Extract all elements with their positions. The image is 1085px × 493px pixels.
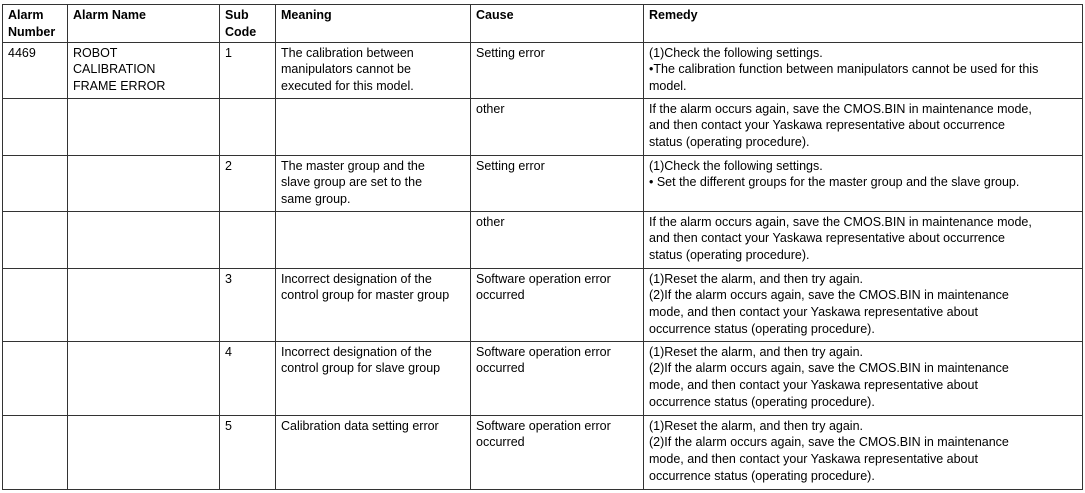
header-meaning: Meaning	[276, 5, 471, 43]
cell-sub-code	[220, 211, 276, 268]
cell-alarm-name	[68, 415, 220, 489]
table-row	[3, 415, 1083, 489]
cell-sub-code: 4	[220, 341, 276, 415]
table-row	[3, 98, 1083, 155]
cell-cause: Software operation error occurred	[471, 341, 644, 415]
cell-alarm-name	[68, 268, 220, 341]
cell-remedy: (1)Reset the alarm, and then try again. (2)If the alarm occurs again, save the CMOS.BIN in maintenance mode, and then contact your Yaskawa representative about occurrence status (operating procedure).	[644, 415, 1083, 489]
cell-remedy: If the alarm occurs again, save the CMOS.BIN in maintenance mode, and then contact your Yaskawa representative about occurrence status (operating procedure).	[644, 211, 1083, 268]
cell-alarm-number	[3, 211, 68, 268]
cell-sub-code	[220, 98, 276, 155]
table-row	[3, 155, 1083, 211]
cell-sub-code: 1	[220, 42, 276, 98]
cell-alarm-number	[3, 341, 68, 415]
cell-alarm-name	[68, 211, 220, 268]
cell-cause: Software operation error occurred	[471, 268, 644, 341]
cell-cause: Setting error	[471, 42, 644, 98]
alarm-table	[2, 4, 1083, 490]
cell-alarm-name	[68, 155, 220, 211]
cell-remedy: (1)Check the following settings. •The calibration function between manipulators cannot be used for this model.	[644, 42, 1083, 98]
header-alarm-number: Alarm Number	[3, 5, 68, 43]
cell-sub-code: 3	[220, 268, 276, 341]
cell-cause: other	[471, 211, 644, 268]
cell-meaning: Calibration data setting error	[276, 415, 471, 489]
cell-remedy: (1)Reset the alarm, and then try again. (2)If the alarm occurs again, save the CMOS.BIN in maintenance mode, and then contact your Yaskawa representative about occurrence status (operating procedure).	[644, 268, 1083, 341]
cell-meaning: The master group and the slave group are set to the same group.	[276, 155, 471, 211]
cell-remedy: If the alarm occurs again, save the CMOS.BIN in maintenance mode, and then contact your Yaskawa representative about occurrence status (operating procedure).	[644, 98, 1083, 155]
cell-alarm-name: ROBOT CALIBRATION FRAME ERROR	[68, 42, 220, 98]
header-sub-code: Sub Code	[220, 5, 276, 43]
cell-remedy: (1)Reset the alarm, and then try again. (2)If the alarm occurs again, save the CMOS.BIN in maintenance mode, and then contact your Yaskawa representative about occurrence status (operating procedure).	[644, 341, 1083, 415]
cell-alarm-number	[3, 415, 68, 489]
cell-cause: Setting error	[471, 155, 644, 211]
cell-alarm-number	[3, 98, 68, 155]
cell-cause: Software operation error occurred	[471, 415, 644, 489]
cell-alarm-number: 4469	[3, 42, 68, 98]
cell-meaning: The calibration between manipulators cannot be executed for this model.	[276, 42, 471, 98]
cell-alarm-number	[3, 268, 68, 341]
table-header-row	[3, 5, 1083, 43]
cell-alarm-name	[68, 98, 220, 155]
cell-sub-code: 2	[220, 155, 276, 211]
table-row	[3, 341, 1083, 415]
cell-meaning: Incorrect designation of the control group for master group	[276, 268, 471, 341]
cell-cause: other	[471, 98, 644, 155]
cell-meaning	[276, 98, 471, 155]
cell-meaning: Incorrect designation of the control group for slave group	[276, 341, 471, 415]
header-remedy: Remedy	[644, 5, 1083, 43]
header-alarm-name: Alarm Name	[68, 5, 220, 43]
table-row	[3, 211, 1083, 268]
table-row	[3, 268, 1083, 341]
cell-alarm-name	[68, 341, 220, 415]
cell-alarm-number	[3, 155, 68, 211]
cell-meaning	[276, 211, 471, 268]
table-row	[3, 42, 1083, 98]
header-cause: Cause	[471, 5, 644, 43]
cell-remedy: (1)Check the following settings. • Set the different groups for the master group and the slave group.	[644, 155, 1083, 211]
cell-sub-code: 5	[220, 415, 276, 489]
